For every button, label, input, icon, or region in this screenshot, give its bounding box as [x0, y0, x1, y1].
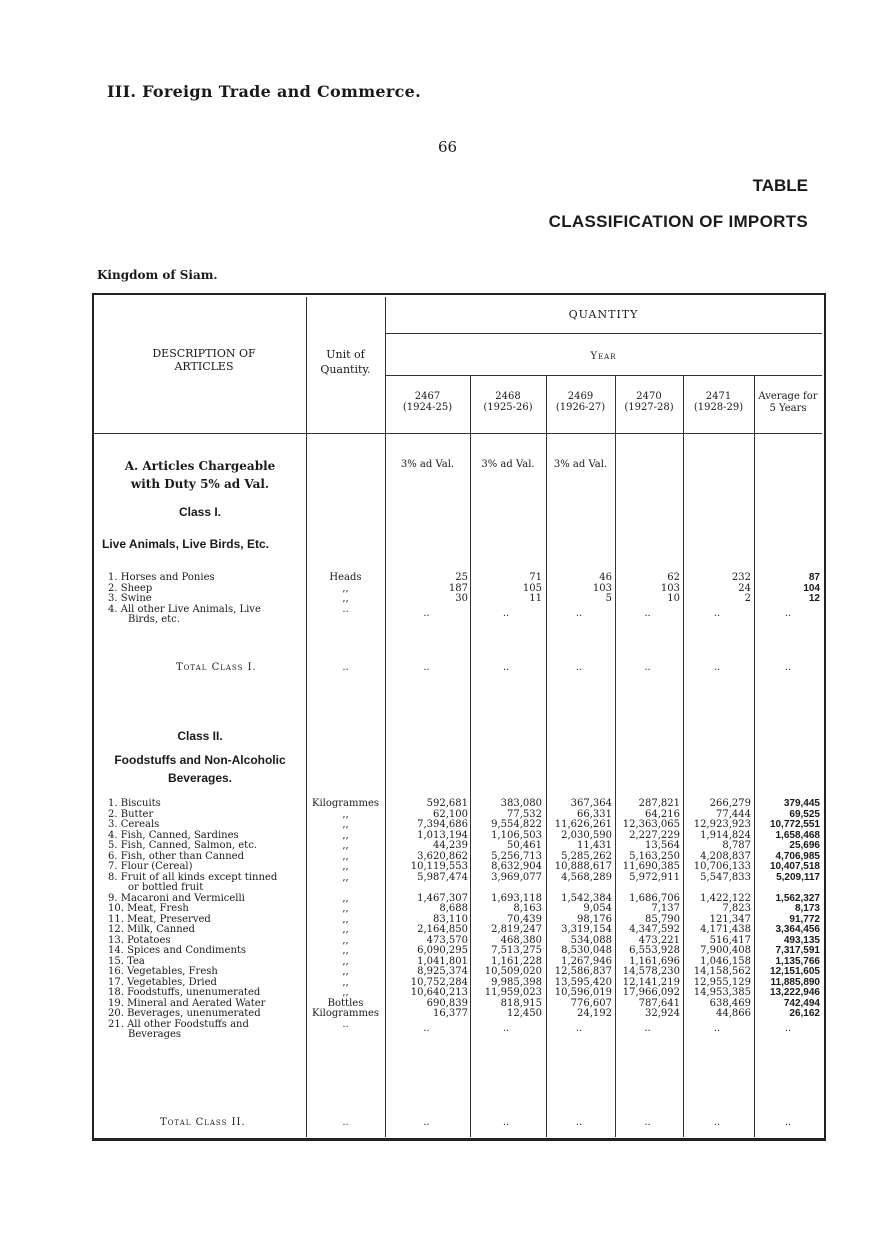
class1-row-value: 187: [448, 582, 468, 594]
class2-row-value: 11,959,023: [484, 987, 542, 998]
class2-row-value: 121,347: [709, 913, 751, 925]
class2-row-average: 11,885,890: [770, 976, 820, 988]
year-2471: [683, 391, 754, 413]
class2-row-desc: 3. Cereals: [108, 819, 160, 830]
class2-row-value: 8,688: [439, 903, 468, 914]
class2-row-desc: 19. Mineral and Aerated Water: [108, 997, 266, 1009]
year-ce: (1928-29): [693, 402, 744, 413]
class2-row-unit: ,,: [342, 924, 349, 935]
class2-row-value: 1,106,503: [491, 829, 542, 841]
class1-row-value: 30: [455, 593, 468, 604]
class2-row-value: 13,595,420: [554, 976, 612, 988]
class1-row-value: 24: [738, 582, 751, 594]
class1-row-unit: ,,: [342, 593, 349, 604]
class2-total-value: ..: [713, 1117, 721, 1128]
class2-row-value: 14,158,562: [693, 966, 751, 977]
class2-row-unit: ,,: [342, 903, 349, 914]
class2-row-value: 11,690,385: [622, 861, 680, 872]
class1-row-value: ..: [502, 607, 510, 619]
class2-row-value: 5,547,833: [700, 871, 751, 883]
class2-row-unit: ,,: [342, 819, 349, 830]
class2-row-average: 69,525: [789, 808, 820, 820]
class2-row-value: ..: [713, 1022, 721, 1034]
class2-row-value: 44,866: [716, 1008, 751, 1019]
class1-row-average: ..: [784, 607, 792, 619]
class2-row-desc: 15. Tea: [108, 955, 145, 967]
class2-row-value: 1,046,158: [700, 955, 751, 967]
class1-row-value: 10: [667, 593, 680, 604]
class2-row-value: 12,586,837: [554, 966, 612, 977]
class2-row-value: 12,923,923: [693, 819, 751, 830]
class2-row-value: 787,641: [638, 997, 680, 1009]
class1-row-value: ..: [713, 607, 721, 619]
class2-row-average: ..: [784, 1022, 792, 1034]
year-ce: (1927-28): [624, 402, 674, 413]
class2-row-value: 10,596,019: [554, 987, 612, 998]
class2-row-desc: 13. Potatoes: [108, 934, 171, 946]
class1-row-value: ..: [575, 607, 583, 619]
class2-row-desc: 6. Fish, other than Canned: [108, 850, 244, 862]
class2-row-value: 10,509,020: [484, 966, 542, 977]
unit-header: Unit of Quantity.: [320, 348, 371, 376]
class2-row-value: 5,285,262: [561, 850, 612, 862]
class2-row-desc-cont: or bottled fruit: [128, 882, 204, 893]
class2-row-unit: ,,: [342, 861, 349, 872]
class2-row-value: 5,972,911: [629, 871, 680, 883]
class2-row-desc: 20. Beverages, unenumerated: [108, 1008, 261, 1019]
class2-row-value: 1,467,307: [417, 892, 468, 904]
class2-row-value: 44,239: [433, 840, 468, 851]
class1-row-value: ..: [423, 607, 430, 619]
class2-row-unit: ..: [342, 1018, 349, 1030]
class2-row-unit: ,,: [342, 945, 349, 956]
class2-row-desc: 8. Fruit of all kinds except tinned: [108, 871, 278, 883]
rate-2: 3% ad Val.: [481, 459, 535, 470]
class2-row-value: 534,088: [570, 934, 612, 946]
class2-row-value: 24,192: [577, 1008, 612, 1019]
class2-row-value: 5,256,713: [491, 850, 542, 862]
year-2467: [385, 391, 470, 413]
class2-row-value: 1,542,384: [561, 892, 612, 904]
class2-row-desc: 14. Spices and Condiments: [108, 945, 247, 956]
class2-row-average: 13,222,946: [769, 987, 820, 998]
class2-row-unit: Bottles: [327, 997, 364, 1009]
class2-row-desc: 11. Meat, Preserved: [108, 913, 211, 925]
class2-row-average: 1,135,766: [775, 955, 820, 967]
class1-row-unit: Heads: [329, 572, 362, 583]
class2-row-value: 14,953,385: [693, 987, 751, 998]
class2-row-desc-cont: Beverages: [128, 1029, 182, 1040]
class2-row-desc: 17. Vegetables, Dried: [108, 976, 217, 988]
class2-row-desc: 12. Milk, Canned: [108, 924, 195, 935]
class2-row-value: 9,054: [583, 903, 612, 914]
class1-row-unit: ..: [342, 603, 349, 615]
class2-row-average: 10,772,551: [769, 819, 820, 830]
class2-row-value: 98,176: [577, 913, 612, 925]
class2-row-value: 14,578,230: [622, 966, 680, 977]
class1-row-value: 103: [660, 582, 680, 594]
class2-row-average: 10,407,518: [769, 861, 820, 872]
class2-row-value: 383,080: [500, 798, 542, 809]
class2-total-value: ..: [502, 1117, 510, 1128]
class2-row-value: 2,030,590: [561, 829, 612, 841]
class2-row-desc: 9. Macaroni and Vermicelli: [108, 892, 245, 904]
class2-row-desc: 18. Foodstuffs, unenumerated: [108, 987, 261, 998]
year-ce: (1925-26): [483, 402, 533, 413]
section-a-line2: with Duty 5% ad Val.: [130, 477, 270, 491]
class2-row-value: 266,279: [709, 798, 751, 809]
class2-row-value: 1,693,118: [491, 892, 542, 904]
class2-row-desc: 7. Flour (Cereal): [108, 861, 193, 872]
class2-row-value: 367,364: [570, 798, 612, 809]
class2-row-value: 85,790: [645, 913, 680, 925]
year-2469: [546, 391, 615, 413]
class2-row-unit: ,,: [342, 966, 349, 977]
class2-row-value: 50,461: [507, 840, 542, 851]
class2-row-value: 7,513,275: [491, 945, 542, 956]
class1-total-average: ..: [784, 662, 792, 673]
class2-row-value: 2,227,229: [629, 829, 680, 841]
class2-total-value: ..: [423, 1117, 430, 1128]
class2-row-value: 7,394,686: [417, 819, 468, 830]
class2-row-value: 3,620,862: [417, 850, 468, 862]
class2-label: Class II.: [177, 729, 223, 743]
table-label: TABLE: [752, 176, 808, 195]
class2-total-value: ..: [644, 1117, 651, 1128]
class2-row-value: ..: [502, 1022, 510, 1034]
class2-row-value: 6,090,295: [417, 945, 468, 956]
class2-row-value: 11,431: [577, 840, 612, 851]
class2-title-line1: Foodstuffs and Non-Alcoholic: [114, 753, 286, 767]
class1-row-average: 104: [803, 582, 820, 594]
class2-row-value: 64,216: [645, 808, 680, 820]
year-2470: [615, 391, 683, 413]
class2-row-value: ..: [575, 1022, 583, 1034]
class2-row-average: 379,445: [783, 798, 820, 809]
class2-row-value: 4,347,592: [629, 924, 680, 935]
class2-row-value: 8,925,374: [417, 966, 468, 977]
class2-row-value: 473,221: [638, 934, 680, 946]
class2-row-average: 4,706,985: [775, 850, 820, 862]
class2-row-value: 10,888,617: [554, 861, 612, 872]
class2-row-value: 3,969,077: [491, 871, 542, 883]
class2-row-value: 1,161,228: [491, 955, 542, 967]
class2-row-value: 7,900,408: [700, 945, 751, 956]
year-ce: (1924-25): [402, 402, 453, 413]
class1-total-value: ..: [502, 662, 510, 673]
class2-row-unit: ,,: [342, 987, 349, 998]
class1-total-unit: ..: [342, 662, 349, 673]
class2-row-value: 10,706,133: [693, 861, 751, 872]
year-be: 2467: [414, 391, 441, 402]
class2-row-desc: 2. Butter: [108, 808, 154, 820]
class2-row-unit: ,,: [342, 829, 349, 841]
class1-row-desc: 1. Horses and Ponies: [108, 572, 215, 583]
year-2468: [470, 391, 546, 413]
page-number: 66: [438, 138, 458, 156]
class2-row-value: 5,163,250: [629, 850, 680, 862]
class2-row-unit: ,,: [342, 840, 349, 851]
class2-row-value: 77,444: [716, 808, 751, 820]
class2-row-average: 1,562,327: [775, 892, 820, 904]
class2-row-average: 8,173: [794, 903, 820, 914]
class2-row-unit: ,,: [342, 892, 349, 904]
class2-row-average: 25,696: [789, 840, 820, 851]
class2-row-value: 473,570: [426, 934, 468, 946]
class2-row-value: 13,564: [645, 840, 680, 851]
class2-row-unit: ,,: [342, 850, 349, 862]
class2-row-value: 83,110: [433, 913, 468, 925]
class2-row-average: 1,658,468: [775, 829, 820, 841]
description-header: DESCRIPTION OF ARTICLES: [152, 347, 256, 373]
average-header: Average for 5 Years: [758, 391, 818, 414]
class1-total-value: ..: [713, 662, 721, 673]
class2-row-value: 16,377: [433, 1008, 468, 1019]
class1-row-value: 105: [522, 582, 542, 594]
class2-row-value: 10,119,553: [410, 861, 468, 872]
class1-total-value: ..: [423, 662, 430, 673]
class2-row-value: 9,985,398: [491, 976, 542, 988]
class1-row-value: 5: [605, 593, 612, 604]
class2-row-unit: Kilogrammes: [311, 798, 380, 809]
class2-row-value: 4,171,438: [700, 924, 751, 935]
class2-row-value: ..: [423, 1022, 430, 1034]
rate-3: 3% ad Val.: [553, 459, 608, 470]
class1-row-desc: 2. Sheep: [108, 582, 153, 594]
year-header: Year: [590, 351, 617, 362]
class1-row-average: 87: [808, 572, 820, 583]
class1-label: Class I.: [178, 505, 222, 519]
class2-row-value: 9,554,822: [491, 819, 542, 830]
class2-row-unit: Kilogrammes: [311, 1008, 380, 1019]
year-be: 2470: [636, 391, 662, 402]
class2-row-average: 26,162: [789, 1008, 820, 1019]
class2-row-value: 516,417: [709, 934, 751, 946]
class1-total-label: Total Class I.: [176, 662, 257, 673]
section-a-title: [94, 457, 306, 493]
class1-total-value: ..: [575, 662, 583, 673]
class2-total-average: ..: [784, 1117, 792, 1128]
class2-row-desc: 4. Fish, Canned, Sardines: [108, 829, 239, 841]
class2-row-unit: ,,: [342, 913, 349, 925]
class2-row-value: 1,686,706: [629, 892, 680, 904]
class2-row-average: 493,135: [783, 934, 820, 946]
class2-row-unit: ,,: [342, 871, 349, 883]
class2-row-unit: ,,: [342, 808, 349, 820]
class2-title-line2: Beverages.: [167, 771, 233, 785]
class2-row-value: 6,553,928: [629, 945, 680, 956]
class2-row-value: 8,163: [513, 903, 542, 914]
class1-row-value: 62: [667, 572, 680, 583]
class2-row-desc: 5. Fish, Canned, Salmon, etc.: [108, 840, 257, 851]
class2-row-value: 8,632,904: [491, 861, 542, 872]
class2-row-unit: ,,: [342, 976, 349, 988]
imports-table: [92, 293, 826, 1141]
class2-row-value: 1,013,194: [417, 829, 468, 841]
class2-row-value: 2,164,850: [417, 924, 468, 935]
class1-row-value: 232: [731, 572, 751, 583]
class2-total-label: Total Class II.: [160, 1117, 246, 1128]
class2-row-value: 32,924: [645, 1008, 680, 1019]
year-be: 2468: [495, 391, 521, 402]
class2-row-average: 12,151,605: [769, 966, 820, 977]
class1-row-unit: ,,: [342, 582, 349, 594]
class2-row-desc: 10. Meat, Fresh: [108, 903, 189, 914]
class2-row-desc: 16. Vegetables, Fresh: [108, 966, 218, 977]
section-a-line1: A. Articles Chargeable: [124, 459, 276, 473]
class2-row-average: 91,772: [789, 913, 820, 925]
class2-row-desc: 21. All other Foodstuffs and: [108, 1018, 249, 1030]
class2-row-average: 742,494: [783, 997, 820, 1009]
class2-row-value: 66,331: [577, 808, 612, 820]
class2-row-value: 17,966,092: [622, 987, 680, 998]
class2-row-value: 10,752,284: [410, 976, 468, 988]
class2-row-value: 1,422,122: [700, 892, 751, 904]
class2-row-value: 1,914,824: [700, 829, 751, 841]
class1-row-value: 103: [592, 582, 612, 594]
year-be: 2469: [567, 391, 594, 402]
class2-row-value: 638,469: [709, 997, 751, 1009]
class1-row-value: 2: [744, 593, 751, 604]
rate-1: 3% ad Val.: [400, 459, 455, 470]
class2-row-average: 5,209,117: [776, 871, 820, 883]
class2-row-average: 3,364,456: [775, 924, 820, 935]
class2-row-value: 8,787: [722, 840, 751, 851]
class1-title: Live Animals, Live Birds, Etc.: [102, 537, 269, 551]
class2-total-unit: ..: [342, 1117, 349, 1128]
class2-row-value: 11,626,261: [554, 819, 612, 830]
class2-row-value: 70,439: [507, 913, 542, 925]
class2-title: [94, 751, 306, 787]
class1-total-value: ..: [644, 662, 651, 673]
class2-row-value: 1,161,696: [629, 955, 680, 967]
class2-row-value: 7,823: [722, 903, 751, 914]
quantity-header: QUANTITY: [568, 308, 639, 321]
class2-row-average: 7,317,591: [775, 945, 820, 956]
class2-row-value: 592,681: [426, 798, 468, 809]
class2-row-value: ..: [644, 1022, 651, 1034]
class2-row-value: 12,141,219: [622, 976, 680, 988]
class2-row-value: 12,955,129: [693, 976, 751, 988]
class2-row-value: 1,267,946: [561, 955, 612, 967]
class2-row-value: 12,363,065: [622, 819, 680, 830]
class2-row-value: 1,041,801: [417, 955, 468, 967]
class1-row-value: 46: [599, 572, 612, 583]
class1-row-value: 71: [529, 572, 542, 583]
class2-total-value: ..: [575, 1117, 583, 1128]
class2-row-value: 818,915: [500, 997, 542, 1009]
class2-row-value: 8,530,048: [561, 945, 612, 956]
class2-row-unit: ,,: [342, 934, 349, 946]
class2-row-value: 690,839: [426, 997, 468, 1009]
class2-row-value: 4,568,289: [561, 871, 612, 883]
class1-row-desc-cont: Birds, etc.: [128, 614, 180, 625]
class2-row-value: 77,532: [507, 808, 542, 820]
class2-row-value: 2,819,247: [491, 924, 542, 935]
year-be: 2471: [705, 391, 732, 402]
class1-row-average: 12: [808, 593, 820, 604]
class1-row-desc: 4. All other Live Animals, Live: [108, 603, 261, 615]
class2-row-value: 7,137: [651, 903, 680, 914]
class2-row-value: 4,208,837: [700, 850, 751, 862]
class2-row-desc: 1. Biscuits: [108, 798, 161, 809]
section-heading: III. Foreign Trade and Commerce.: [107, 82, 422, 101]
year-ce: (1926-27): [555, 402, 606, 413]
class2-row-value: 12,450: [507, 1008, 542, 1019]
class2-row-value: 5,987,474: [417, 871, 468, 883]
class2-row-value: 62,100: [433, 808, 468, 820]
class1-row-desc: 3. Swine: [108, 593, 152, 604]
class2-row-value: 10,640,213: [410, 987, 468, 998]
class1-row-value: 25: [455, 572, 468, 583]
class2-row-value: 468,380: [500, 934, 542, 946]
class1-row-value: ..: [644, 607, 651, 619]
class2-row-unit: ,,: [342, 955, 349, 967]
table-subtitle: CLASSIFICATION OF IMPORTS: [548, 212, 808, 231]
class1-row-value: 11: [529, 593, 542, 604]
class2-row-value: 3,319,154: [561, 924, 612, 935]
region-label: Kingdom of Siam.: [97, 268, 218, 282]
class2-row-value: 287,821: [638, 798, 680, 809]
class2-row-value: 776,607: [570, 997, 612, 1009]
